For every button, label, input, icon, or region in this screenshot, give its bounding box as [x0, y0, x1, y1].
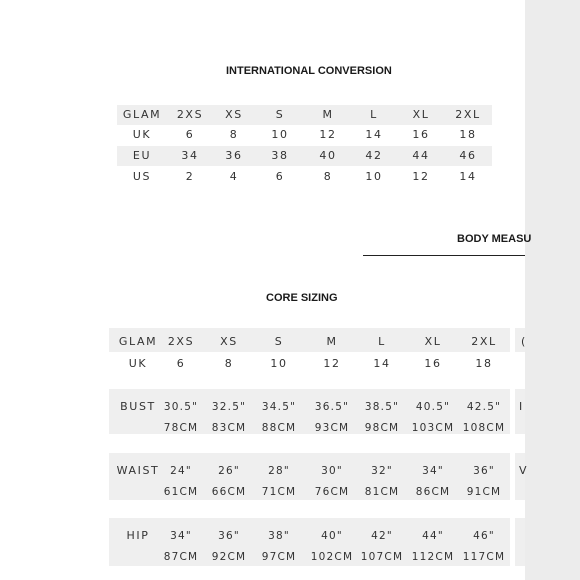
core-measure-cm: 112CM	[411, 551, 455, 563]
core-uk-cell: 12	[323, 357, 341, 370]
core-uk-cell: 14	[373, 357, 391, 370]
intl-cell: S	[275, 108, 285, 121]
core-header-cell: XS	[220, 335, 238, 348]
core-measure-inches: 30"	[321, 465, 343, 477]
intl-cell: 8	[229, 128, 239, 141]
core-measure-cm: 76CM	[314, 486, 350, 498]
core-measure-inches: 34"	[170, 530, 192, 542]
core-header-cell: GLAM	[118, 335, 158, 348]
core-next-header-partial: (	[521, 335, 527, 348]
core-measure-cm: 93CM	[314, 422, 350, 434]
intl-cell: XL	[412, 108, 430, 121]
core-measure-inches: 42"	[371, 530, 393, 542]
core-measure-inches: 34"	[422, 465, 444, 477]
core-uk-cell: 6	[176, 357, 186, 370]
intl-row-band	[117, 105, 492, 125]
core-sizing-title: CORE SIZING	[266, 292, 338, 304]
international-conversion-title: INTERNATIONAL CONVERSION	[226, 65, 392, 77]
core-measure-next-partial: I	[519, 400, 524, 413]
core-measure-cm: 107CM	[360, 551, 404, 563]
core-header-cell: S	[274, 335, 284, 348]
intl-cell: 38	[271, 149, 289, 162]
core-measure-cm: 97CM	[261, 551, 297, 563]
core-measure-inches: 26"	[218, 465, 240, 477]
core-measure-inches: 46"	[473, 530, 495, 542]
core-measure-cm: 92CM	[211, 551, 247, 563]
core-header-cell: 2XS	[167, 335, 195, 348]
core-measure-next-band	[515, 518, 525, 566]
core-measure-inches: 32"	[371, 465, 393, 477]
core-measure-next-partial: V	[519, 464, 529, 477]
intl-cell: 46	[459, 149, 477, 162]
intl-cell: 10	[271, 128, 289, 141]
core-measure-inches: 32.5"	[211, 401, 247, 413]
core-measure-inches: 40"	[321, 530, 343, 542]
intl-cell: 6	[275, 170, 285, 183]
core-measure-inches: 40.5"	[415, 401, 451, 413]
core-measure-cm: 91CM	[466, 486, 502, 498]
core-measure-inches: 30.5"	[163, 401, 199, 413]
core-uk-cell: 8	[224, 357, 234, 370]
core-measure-cm: 81CM	[364, 486, 400, 498]
intl-cell: GLAM	[122, 108, 162, 121]
core-header-cell: M	[326, 335, 338, 348]
core-measure-cm: 78CM	[163, 422, 199, 434]
core-measure-inches: 42.5"	[466, 401, 502, 413]
intl-cell: 12	[319, 128, 337, 141]
intl-cell: 8	[323, 170, 333, 183]
core-measure-inches: 36.5"	[314, 401, 350, 413]
intl-cell: L	[370, 108, 378, 121]
core-measure-label: BUST	[120, 400, 156, 413]
core-measure-cm: 66CM	[211, 486, 247, 498]
core-measure-inches: 44"	[422, 530, 444, 542]
intl-cell: 2	[185, 170, 195, 183]
core-measure-label: WAIST	[116, 464, 160, 477]
intl-cell: 16	[412, 128, 430, 141]
core-measure-inches: 34.5"	[261, 401, 297, 413]
intl-cell: 10	[365, 170, 383, 183]
intl-cell: UK	[132, 128, 152, 141]
intl-cell: 34	[181, 149, 199, 162]
core-measure-cm: 86CM	[415, 486, 451, 498]
core-uk-cell: 10	[270, 357, 288, 370]
core-measure-cm: 71CM	[261, 486, 297, 498]
core-measure-cm: 103CM	[411, 422, 455, 434]
core-measure-cm: 98CM	[364, 422, 400, 434]
core-measure-inches: 38"	[268, 530, 290, 542]
intl-cell: 42	[365, 149, 383, 162]
intl-row-band	[117, 146, 492, 166]
intl-cell: 2XS	[176, 108, 204, 121]
core-measure-cm: 83CM	[211, 422, 247, 434]
core-measure-cm: 108CM	[462, 422, 506, 434]
core-measure-cm: 117CM	[462, 551, 506, 563]
intl-cell: EU	[132, 149, 152, 162]
intl-cell: 12	[412, 170, 430, 183]
core-measure-inches: 36"	[473, 465, 495, 477]
intl-cell: XS	[225, 108, 243, 121]
core-uk-cell: 18	[475, 357, 493, 370]
core-uk-cell: UK	[128, 357, 148, 370]
core-measure-inches: 28"	[268, 465, 290, 477]
intl-cell: US	[132, 170, 152, 183]
intl-cell: 18	[459, 128, 477, 141]
core-header-cell: 2XL	[471, 335, 497, 348]
core-measure-label: HIP	[126, 529, 150, 542]
intl-cell: 40	[319, 149, 337, 162]
core-measure-inches: 24"	[170, 465, 192, 477]
core-measure-inches: 36"	[218, 530, 240, 542]
intl-cell: 14	[365, 128, 383, 141]
core-measure-inches: 38.5"	[364, 401, 400, 413]
intl-cell: 6	[185, 128, 195, 141]
core-header-cell: L	[378, 335, 386, 348]
intl-cell: 14	[459, 170, 477, 183]
intl-cell: M	[322, 108, 334, 121]
core-measure-cm: 102CM	[310, 551, 354, 563]
intl-cell: 44	[412, 149, 430, 162]
intl-cell: 2XL	[455, 108, 481, 121]
body-measurements-underline	[363, 255, 525, 256]
intl-cell: 36	[225, 149, 243, 162]
core-measure-cm: 88CM	[261, 422, 297, 434]
core-measure-cm: 87CM	[163, 551, 199, 563]
core-measure-cm: 61CM	[163, 486, 199, 498]
core-header-cell: XL	[424, 335, 442, 348]
body-measurements-title: BODY MEASU	[457, 233, 532, 245]
core-uk-cell: 16	[424, 357, 442, 370]
intl-cell: 4	[229, 170, 239, 183]
